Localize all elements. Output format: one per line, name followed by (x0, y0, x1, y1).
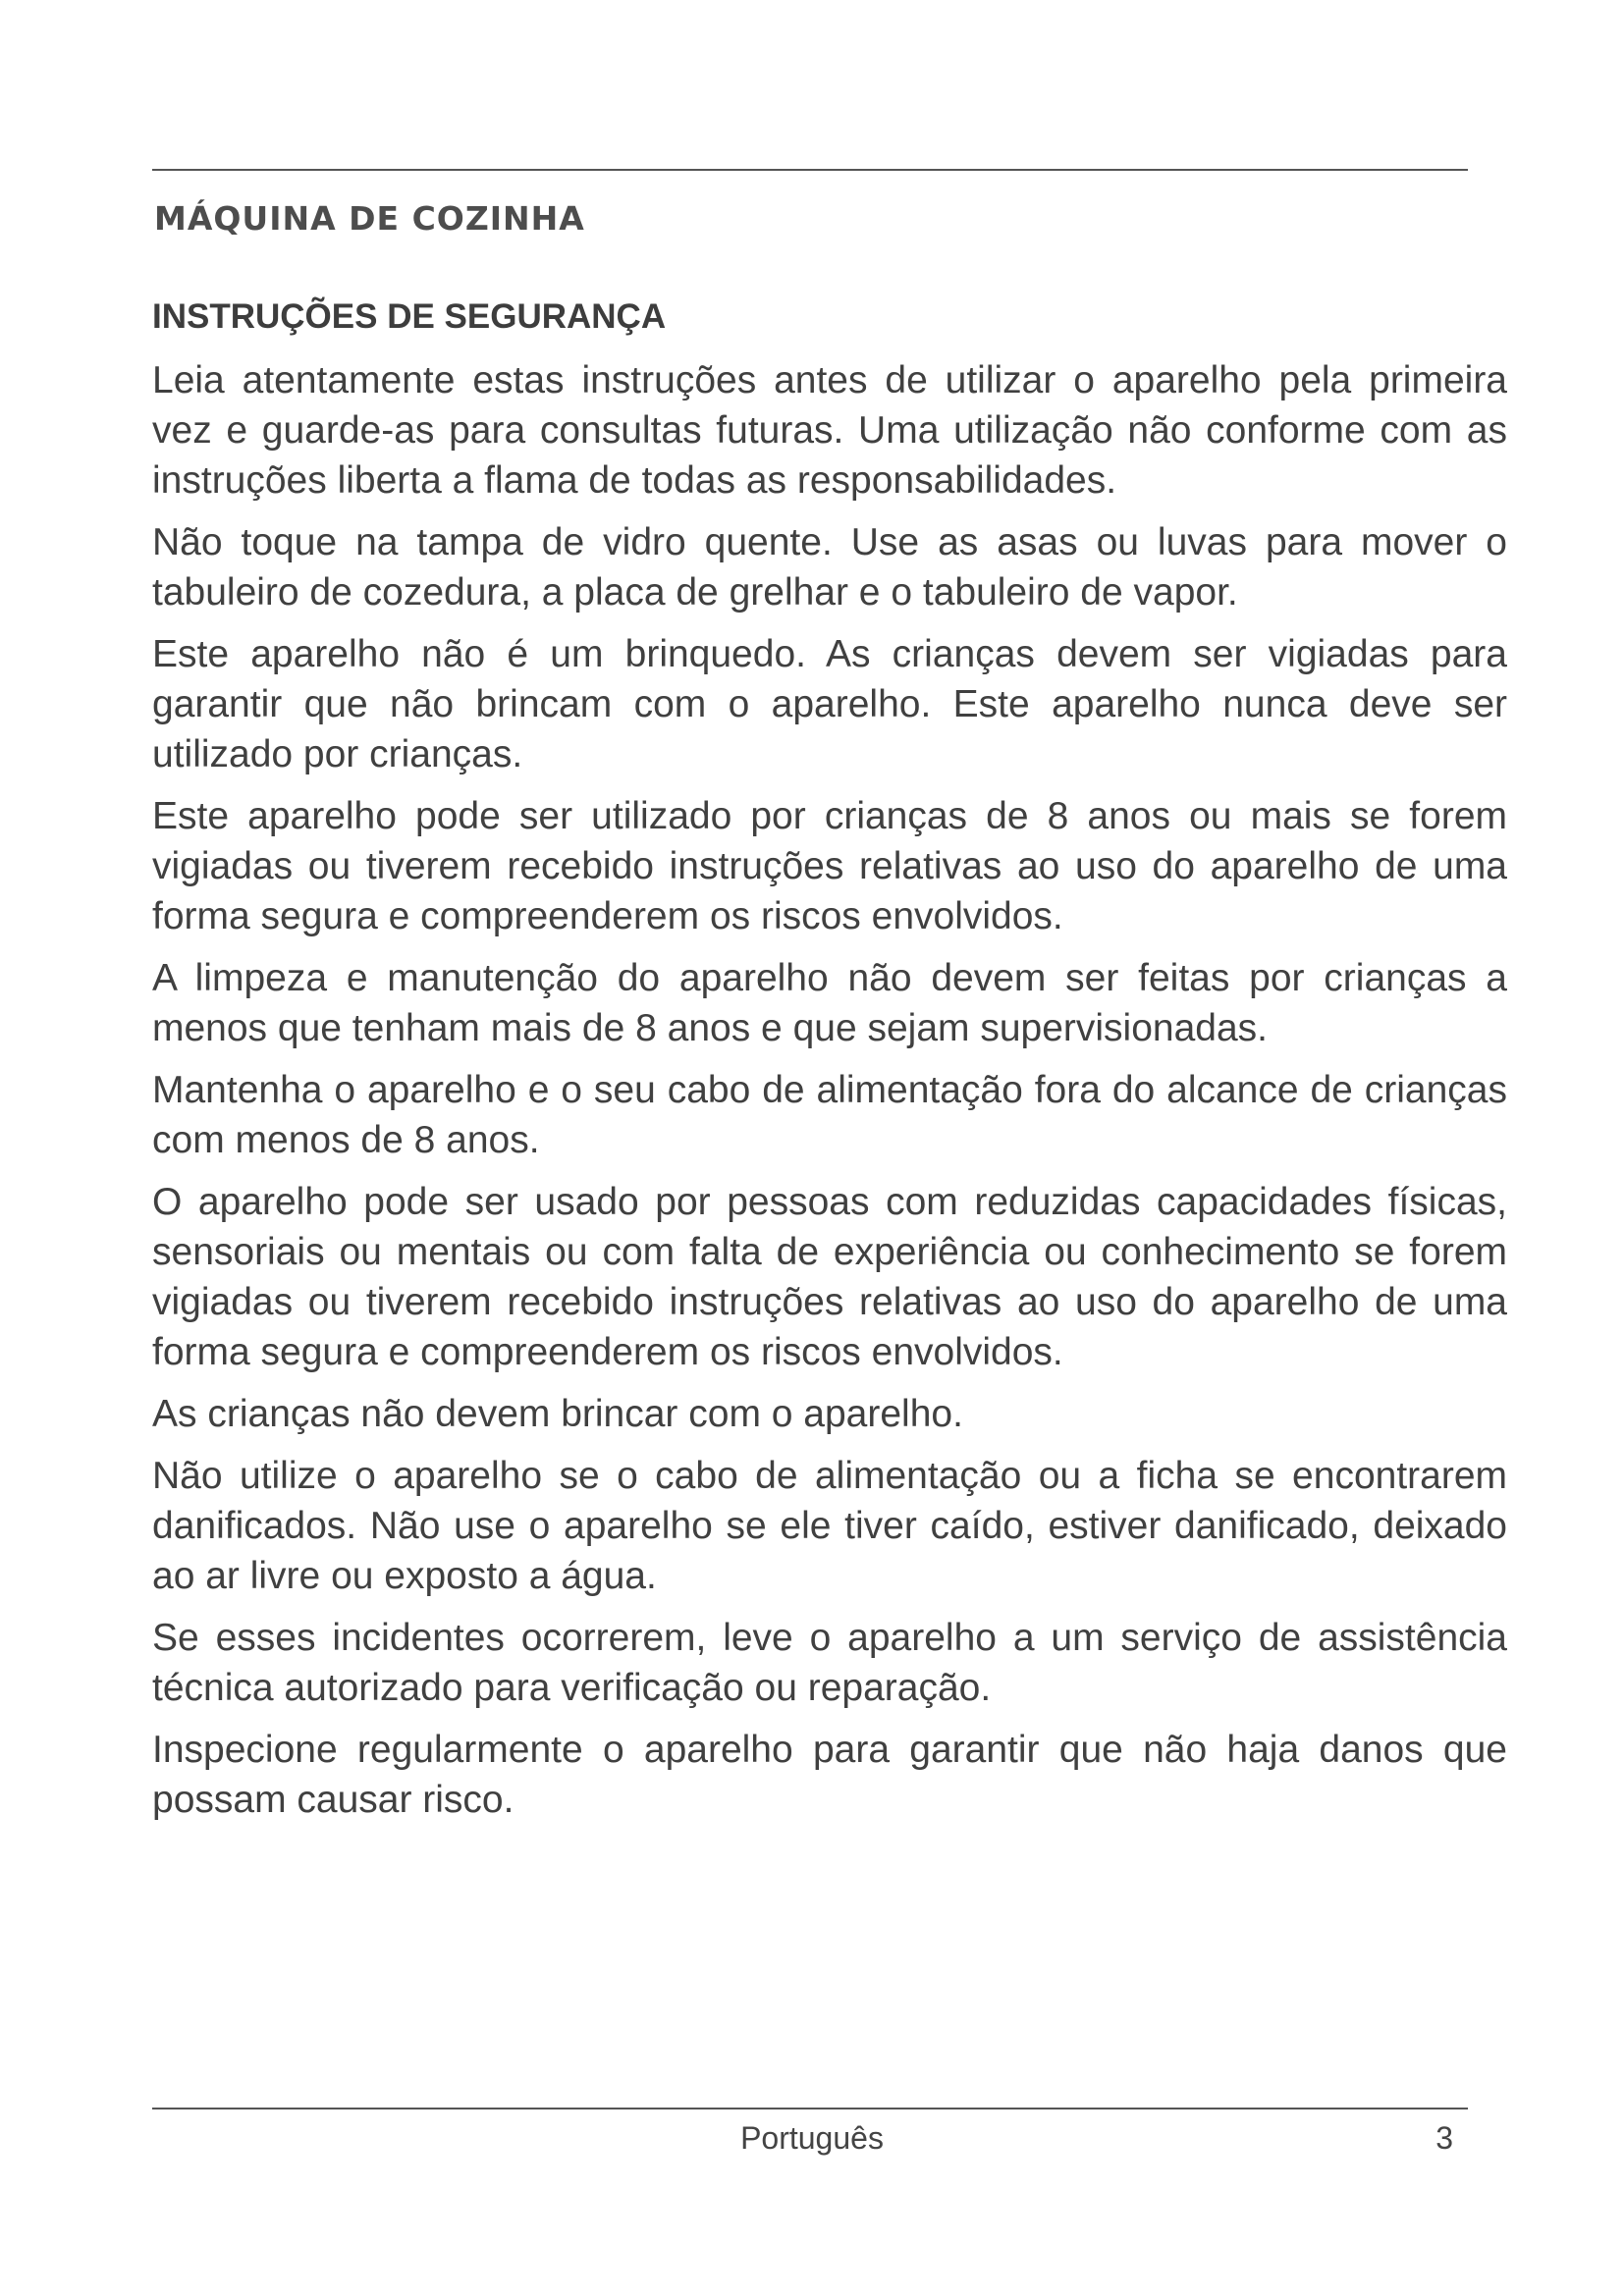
section-title: MÁQUINA DE COZINHA (154, 199, 585, 238)
paragraph-damaged-cable: Não utilize o aparelho se o cabo de alimentação ou a ficha se encontrarem danificados. Não use o aparelho se ele tiver caído, estiver danificado, deixado ao ar livre ou exposto a água. (152, 1455, 1507, 1597)
paragraph-not-a-toy: Este aparelho não é um brinquedo. As crianças devem ser vigiadas para garantir que não brincam com o aparelho. Este aparelho nunca deve ser utilizado por crianças. (152, 633, 1507, 775)
paragraph-inspect: Inspecione regularmente o aparelho para garantir que não haja danos que possam causar risco. (152, 1729, 1507, 1821)
paragraph-children-8-years: Este aparelho pode ser utilizado por crianças de 8 anos ou mais se forem vigiadas ou tiverem recebido instruções relativas ao uso do aparelho de uma forma segura e compreenderem os riscos envolvidos. (152, 795, 1507, 937)
safety-heading: INSTRUÇÕES DE SEGURANÇA (152, 297, 667, 336)
bottom-divider (152, 2108, 1468, 2109)
top-divider (152, 169, 1468, 171)
paragraph-keep-out-of-reach: Mantenha o aparelho e o seu cabo de alimentação fora do alcance de crianças com menos de 8 anos. (152, 1069, 1507, 1161)
paragraph-read-instructions: Leia atentamente estas instruções antes de utilizar o aparelho pela primeira vez e guarde-as para consultas futuras. Uma utilização não conforme com as instruções liberta a flama de todas as responsabilidades. (152, 359, 1507, 502)
paragraph-reduced-capabilities: O aparelho pode ser usado por pessoas com reduzidas capacidades físicas, sensoriais ou mentais ou com falta de experiência ou conhecimento se forem vigiadas ou tiverem recebido instruções relativas ao uso do aparelho de uma forma segura e compreenderem os riscos envolvidos. (152, 1181, 1507, 1373)
paragraph-hot-lid: Não toque na tampa de vidro quente. Use as asas ou luvas para mover o tabuleiro de cozedura, a placa de grelhar e o tabuleiro de vapor. (152, 521, 1507, 614)
paragraph-service: Se esses incidentes ocorrerem, leve o aparelho a um serviço de assistência técnica autorizado para verificação ou reparação. (152, 1617, 1507, 1709)
paragraph-children-play: As crianças não devem brincar com o aparelho. (152, 1393, 963, 1435)
footer-language: Português (740, 2120, 884, 2156)
paragraph-cleaning: A limpeza e manutenção do aparelho não devem ser feitas por crianças a menos que tenham mais de 8 anos e que sejam supervisionadas. (152, 957, 1507, 1049)
page-number: 3 (1435, 2120, 1453, 2156)
page-content (152, 293, 1507, 1837)
